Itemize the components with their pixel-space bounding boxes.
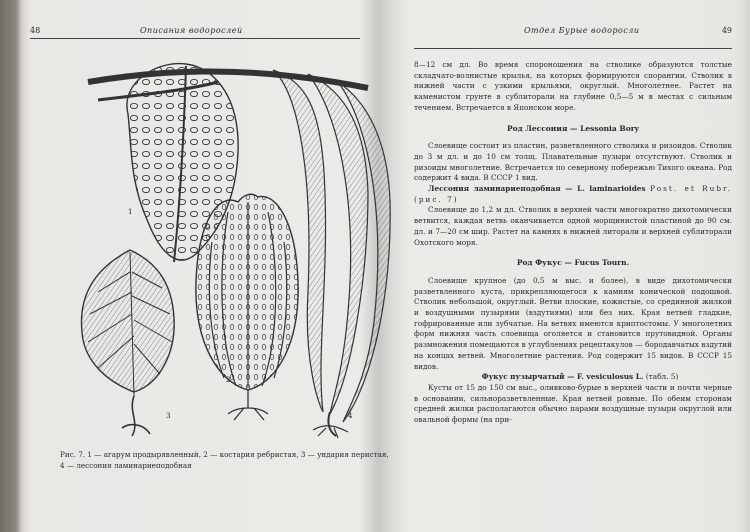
figure-number-1: 1 (128, 208, 133, 216)
undaria-blade (81, 250, 174, 392)
table-reference: (табл. 5) (645, 372, 679, 382)
species-heading-fucus (414, 372, 732, 383)
header-rule-right (414, 48, 732, 49)
header-rule-left (30, 38, 360, 39)
species-author: Post. et Rubr. (рис. 7) (414, 184, 733, 204)
figure-number-2: 2 (226, 376, 231, 384)
paragraph: Слоевище до 1,2 м дл. Стволик в верхней части многократно дихотомически ветвится, каждая ветвь оканчивается одной морщинистой пластиной до 90 см. дл. и 7—20 см шир. Растет на камнях в нижней литорали и верхней сублиторали Охотского моря. (414, 205, 732, 247)
figure-number-4: 4 (348, 412, 353, 420)
running-head-right: Отдел Бурые водоросли (524, 26, 640, 35)
paragraph: Слоевище состоит из пластин, разветвленного стволика и ризоидов. Стволик до 3 м дл. и до 10 см толщ. Плавательные пузыри отсутствуют. Стволик и ризоиды многолетние. Встречается по северному побережью Тихого океана. Род содержит 4 вида. В СССР 1 вид. (414, 141, 732, 183)
lessonia-stipe (328, 412, 336, 436)
page-number-left: 48 (30, 26, 41, 35)
paragraph: Кусты от 15 до 150 см выс., оливково-бурые в верхней части и почти черные в основании, сильноразветвленные. Края ветвей ровные. По обеим сторонам средней жилки располагаются обычно парами воздушные пузыри округлой или овальной формы (на при- (414, 382, 732, 425)
undaria-sporophyll (122, 396, 150, 436)
figure-caption: Рис. 7. 1 — агарум продырявленный, 2 — костария ребристая, 3 — ундария перистая, 4 — лессония ламинариеподобная (60, 450, 389, 470)
left-page (22, 0, 389, 532)
paragraph: 8—12 см дл. Во время спороношения на стволике образуются толстые складчато-волнистые крылья, на которых формируются спорангии. Стволик в нижней части с узкими крыльями, округлый. Многолетнее. Растет на каменистом грунте в сублиторали на глубине 0,5—5 м в местах с сильным течением. Встречается в Японском море. (414, 60, 732, 112)
genus-heading-lessonia: Род Лессония — Lessonia Bory (506, 123, 640, 133)
species-name: Фукус пузырчатый — F. vesiculosus L. (481, 372, 644, 382)
left-page-header (30, 26, 360, 35)
right-page (390, 0, 740, 532)
costaria-holdfast (228, 390, 268, 420)
running-head-left: Описания водорослей (140, 26, 243, 35)
page-number-right: 49 (721, 26, 732, 35)
species-name: Лессония ламинариеподобная — L. laminarioides (428, 184, 646, 194)
species-heading-lessonia (414, 184, 732, 205)
seaweed-illustration (68, 52, 398, 446)
figure-number-3: 3 (166, 412, 171, 420)
body-text (414, 60, 732, 426)
genus-heading-fucus: Род Фукус — Fucus Tourn. (516, 258, 630, 268)
paragraph: Слоевище крупное (до 0,5 м выс. и более), в виде дихотомически разветвленного куста, прикрепляющегося к камням конической подошвой. Стволик небольшой, округлый. Ветви плоские, кожистые, со срединной жилкой и воздушными пузырями (вздутиями) или без них. Края ветвей гладкие, гофрированные или зубчатые. На ветвях имеются криптостомы. У многолетних форм нижняя часть слоевища оголяется и становится прутовидной. Органы размножения помещаются в углублениях рецептакулов — бородавчатых вздутий на концах ветвей. Многолетние растения. Род содержит 15 видов. В СССР 15 видов. (414, 275, 732, 371)
costaria-blade (196, 194, 298, 390)
